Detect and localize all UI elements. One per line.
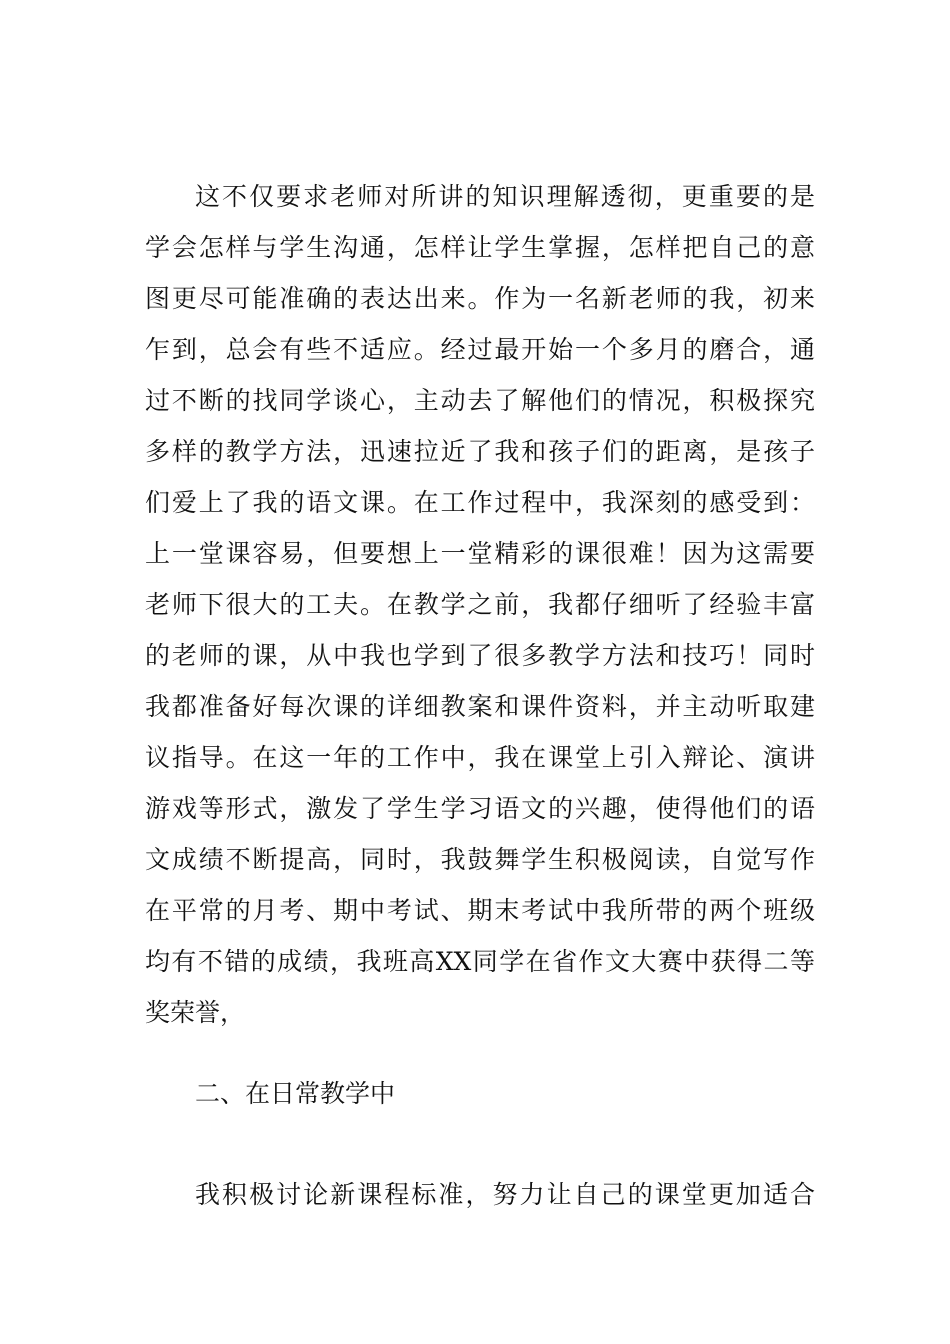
paragraph-line: 这不仅要求老师对所讲的知识理解透彻，更重要的是	[195, 182, 815, 211]
paragraph-line: 过不断的找同学谈心，主动去了解他们的情况，积极探究	[145, 386, 815, 415]
paragraph-line: 游戏等形式，激发了学生学习语文的兴趣，使得他们的语	[145, 794, 815, 823]
paragraph-line: 文成绩不断提高，同时，我鼓舞学生积极阅读，自觉写作	[145, 845, 815, 874]
paragraph-line: 我都准备好每次课的详细教案和课件资料，并主动听取建	[145, 692, 815, 721]
section-heading: 二、在日常教学中	[195, 1079, 396, 1108]
paragraph-line: 我积极讨论新课程标准，努力让自己的课堂更加适合	[195, 1180, 815, 1209]
paragraph-line: 均有不错的成绩，我班高XX同学在省作文大赛中获得二等	[145, 947, 815, 976]
paragraph-line: 学会怎样与学生沟通，怎样让学生掌握，怎样把自己的意	[145, 233, 815, 262]
paragraph-line: 们爱上了我的语文课。在工作过程中，我深刻的感受到：	[145, 488, 815, 517]
paragraph-line: 奖荣誉，	[145, 998, 246, 1027]
paragraph-line: 上一堂课容易，但要想上一堂精彩的课很难！因为这需要	[145, 539, 815, 568]
paragraph-line: 在平常的月考、期中考试、期末考试中我所带的两个班级	[145, 896, 815, 925]
paragraph-line: 多样的教学方法，迅速拉近了我和孩子们的距离，是孩子	[145, 437, 815, 466]
paragraph-line: 图更尽可能准确的表达出来。作为一名新老师的我，初来	[145, 284, 815, 313]
paragraph-line: 议指导。在这一年的工作中，我在课堂上引入辩论、演讲	[145, 743, 815, 772]
paragraph-line: 的老师的课，从中我也学到了很多教学方法和技巧！同时	[145, 641, 815, 670]
paragraph-line: 乍到，总会有些不适应。经过最开始一个多月的磨合，通	[145, 335, 815, 364]
paragraph-line: 老师下很大的工夫。在教学之前，我都仔细听了经验丰富	[145, 590, 815, 619]
